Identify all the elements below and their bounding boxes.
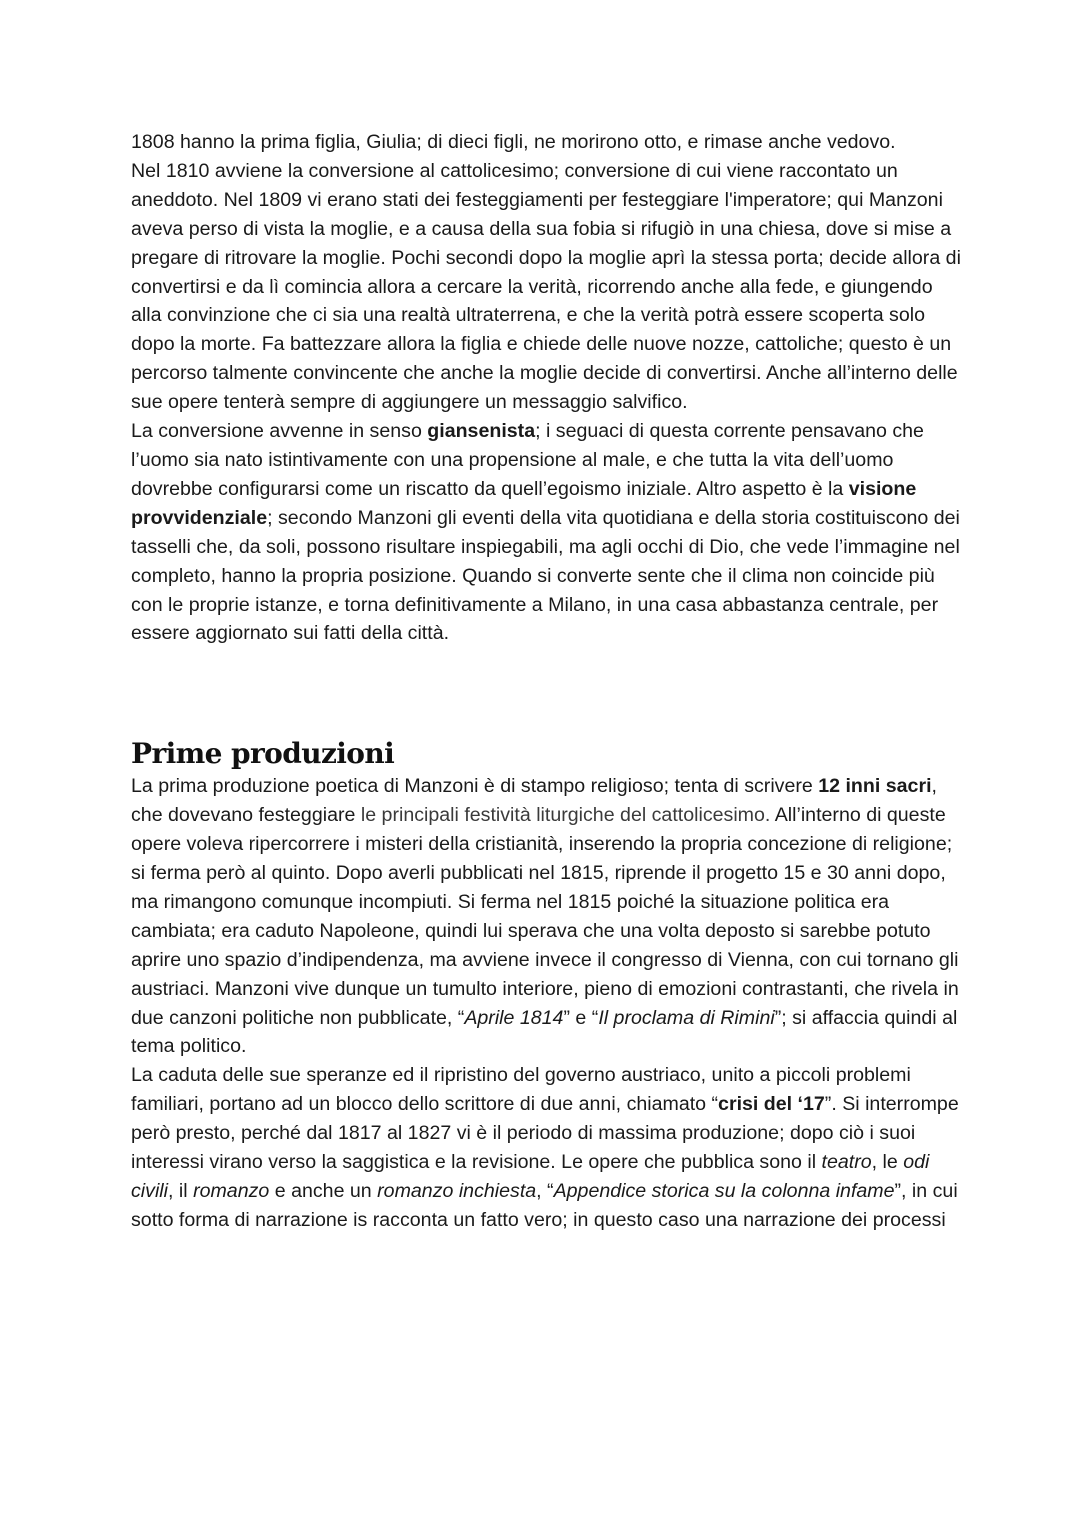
text-run: , che dovevano festeggiare [131, 775, 937, 827]
section-heading-prime-produzioni: Prime produzioni [131, 737, 395, 771]
text-run: e anche un [269, 1180, 378, 1202]
text-run: , il [168, 1180, 194, 1202]
text-run: , le [871, 1151, 904, 1174]
text-run: ”; si affaccia quindi al tema politico. [131, 1006, 958, 1058]
paragraph-crisi-del-17 [131, 1061, 961, 1234]
italic-title-aprile-1814: Aprile 1814 [464, 1006, 564, 1029]
italic-term-teatro: teatro [821, 1151, 872, 1174]
bold-term-visione-provvidenziale: visione provvidenziale [131, 477, 917, 529]
paragraph-giansenismo [131, 417, 961, 648]
italic-term-romanzo-inchiesta: romanzo inchiesta [377, 1180, 537, 1202]
text-run: ”, in cui sotto forma di narrazione is racconta un fatto vero; in questo caso una narrazione dei processi [131, 1180, 958, 1231]
text-run: Nel 1810 avviene la conversione al cattolicesimo; conversione di cui viene raccontato un aneddoto. Nel 1809 vi erano stati dei festeggiamenti per festeggiare l'imperatore; qui Manzoni aveva perso di vista la moglie, e a causa della sua fobia si rifugiò in una chiesa, dove si mise a pregare di ritrovare la moglie. Pochi secondi dopo la moglie aprì la stessa porta; decide allora di convertirsi e da lì comincia allora a cercare la verità, ricorrendo anche alla fede, e giungendo alla convinzione che ci sia una realtà ultraterrena, e che la verità potrà essere scoperta solo dopo la morte. Fa battezzare allora la figlia e chiede delle nuove nozze, cattoliche; questo è un percorso talmente convincente che anche la moglie decide di convertirsi. Anche all’interno delle sue opere tenterà sempre di aggiungere un messaggio salvifico. [131, 159, 961, 414]
text-run-festivita: le principali festività liturgiche del cattolicesimo. [360, 804, 771, 827]
bold-term-crisi-del-17: crisi del ‘17 [718, 1093, 825, 1116]
paragraph-figlia-giulia [131, 128, 961, 157]
text-run: La prima produzione poetica di Manzoni è di stampo religioso; tenta di scrivere [131, 775, 819, 798]
text-run: La caduta delle sue speranze ed il ripristino del governo austriaco, unito a piccoli problemi familiari, portano ad un blocco dello scrittore di due anni, chiamato “ [131, 1064, 911, 1116]
text-run: 1808 hanno la prima figlia, Giulia; di dieci figli, ne morirono otto, e rimase anche vedovo. [131, 131, 896, 153]
document-page [131, 128, 961, 1235]
bold-term-giansenista: giansenista [427, 420, 536, 443]
section-spacer [131, 648, 961, 734]
text-run: ; i seguaci di questa corrente pensavano che l’uomo sia nato istintivamente con una propensione al male, e che tutta la vita dell’uomo dovrebbe configurarsi come un riscatto da quell’egoismo iniziale. Altro aspetto è la [131, 420, 924, 500]
bold-term-12-inni-sacri: 12 inni sacri [818, 775, 932, 798]
text-run: , “ [536, 1180, 554, 1202]
text-run: ; secondo Manzoni gli eventi della vita quotidiana e della storia costituiscono dei tasselli che, da soli, possono risultare inspiegabili, ma agli occhi di Dio, che vede l’immagine nel completo, hanno la propria posizione. Quando si converte sente che il clima non coincide più con le proprie istanze, e torna definitivamente a Milano, in una casa abbastanza centrale, per essere aggiornato sui fatti della città. [131, 506, 960, 645]
italic-term-romanzo: romanzo [193, 1180, 270, 1202]
italic-term-odi-civili: odi civili [131, 1151, 930, 1202]
italic-title-appendice-storica: Appendice storica su la colonna infame [553, 1180, 895, 1202]
text-run: ”. Si interrompe però presto, perché dal 1817 al 1827 vi è il periodo di massima produzione; dopo ciò i suoi interessi virano verso la saggistica e la revisione. Le opere che pubblica sono il [131, 1093, 959, 1174]
paragraph-inni-sacri [131, 772, 961, 1061]
paragraph-conversione [131, 157, 961, 417]
text-run: ” e “ [563, 1006, 599, 1029]
text-run: All’interno di queste opere voleva ripercorrere i misteri della cristianità, inserendo la propria concezione di religione; si ferma però al quinto. Dopo averli pubblicati nel 1815, riprende il progetto 15 e 30 anni dopo, ma rimangono comunque incompiuti. Si ferma nel 1815 poiché la situazione politica era cambiata; era caduto Napoleone, quindi lui sperava che una volta deposto si sarebbe potuto aprire uno spazio d’indipendenza, ma avviene invece il congresso di Vienna, con cui tornano gli austriaci. Manzoni vive dunque un tumulto interiore, pieno di emozioni contrastanti, che rivela in due canzoni politiche non pubblicate, “ [131, 804, 959, 1029]
text-run: La conversione avvenne in senso [131, 420, 428, 443]
italic-title-proclama-di-rimini: Il proclama di Rimini [598, 1006, 775, 1029]
